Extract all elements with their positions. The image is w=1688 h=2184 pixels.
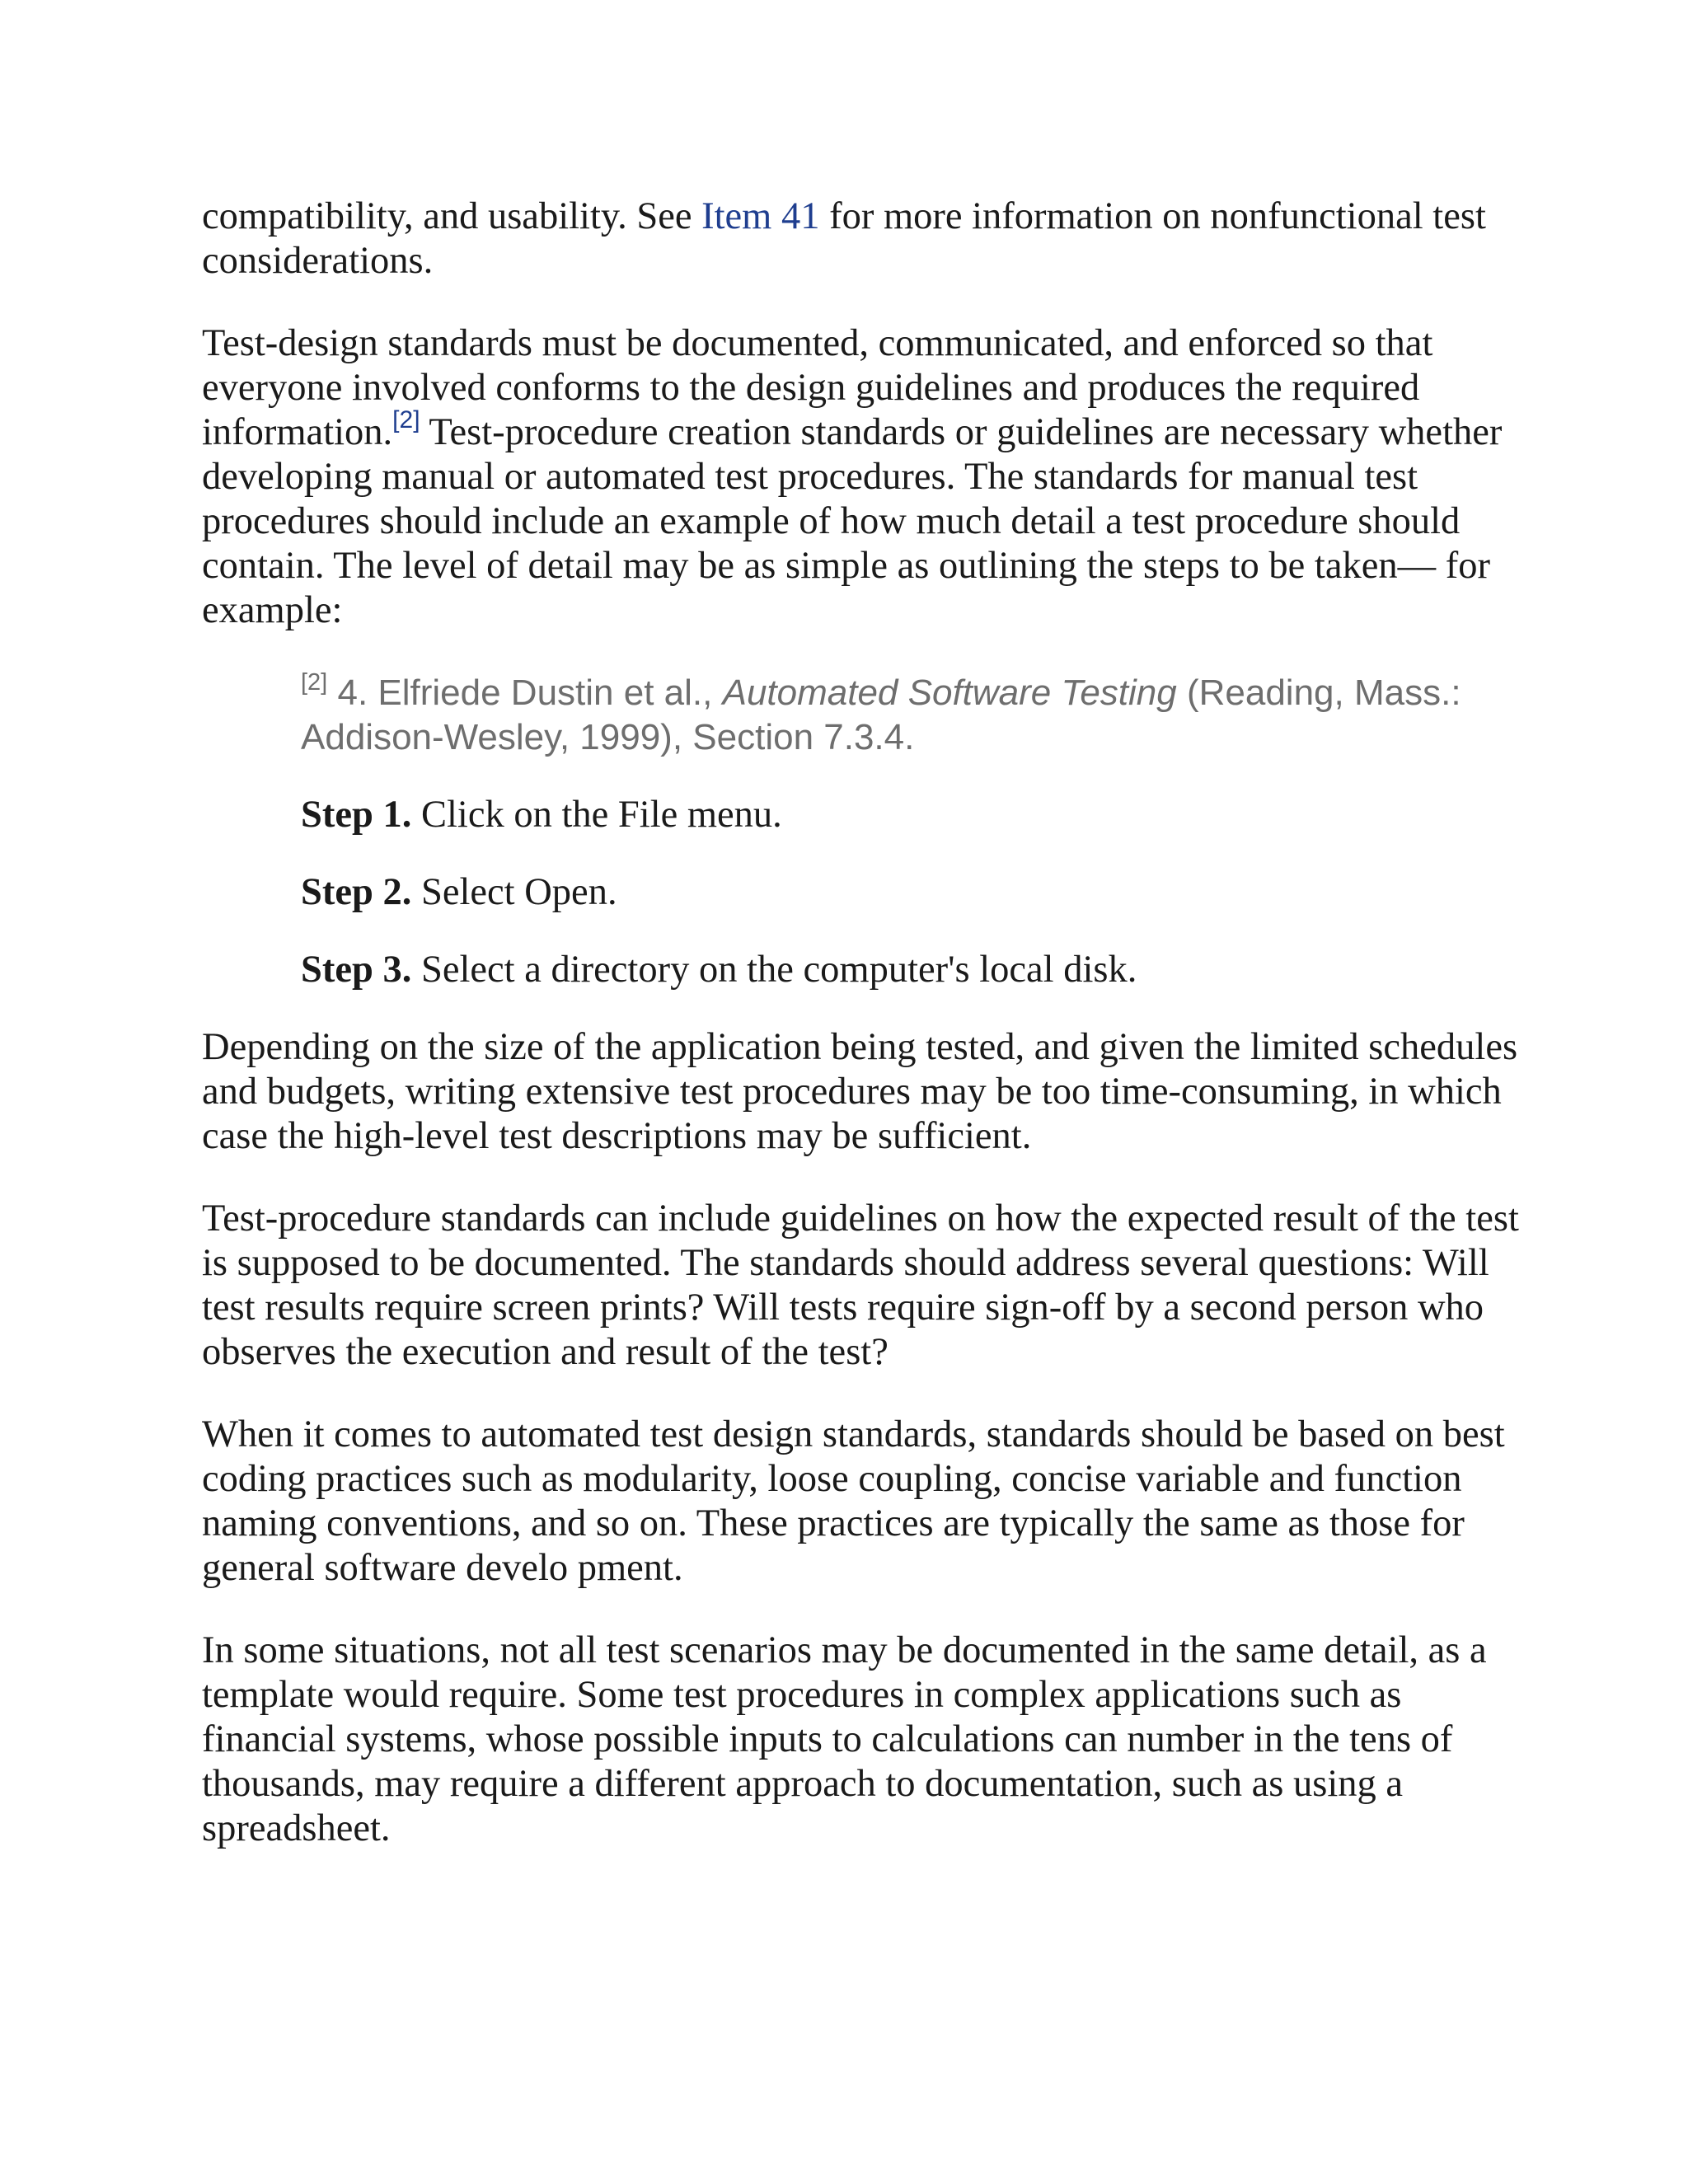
footnote-marker: [2]	[301, 669, 328, 696]
step-item	[301, 793, 1521, 837]
step-label: Step 3.	[301, 949, 412, 991]
footnote-ref-link[interactable]: [2]	[392, 405, 420, 434]
step-text: Click on the File menu.	[411, 794, 782, 836]
paragraph-test-design-standards	[202, 321, 1521, 633]
step-text: Select a directory on the computer's local disk.	[411, 949, 1137, 991]
step-item	[301, 870, 1521, 915]
document-page	[202, 194, 1521, 1889]
footnote-book-title: Automated Software Testing	[722, 673, 1177, 713]
step-label: Step 1.	[301, 794, 412, 836]
footnote-rest: (Reading, Mass.: Addison-Wesley, 1999), Section 7.3.4.	[301, 673, 1461, 757]
paragraph-automated-standards: When it comes to automated test design standards, standards should be based on best coding practices such as modularity, loose coupling, concise variable and function naming conventions, and so on. These practices are typically the same as those for general software develo pment.	[202, 1413, 1505, 1589]
paragraph-text: for more information on nonfunctional test considerations.	[202, 195, 1486, 282]
footnote	[301, 671, 1521, 760]
paragraph-text: Test-procedure creation standards or guidelines are necessary whether developing manual or automated test procedures. The standards for manual test procedures should include an example of how much detail a test procedure should contain. The level of detail may be as simple as outlining the steps to be taken— for example:	[202, 411, 1503, 631]
paragraph-application-size: Depending on the size of the application being tested, and given the limited schedules and budgets, writing extensive test procedures may be too time-consuming, in which case the high-level test descriptions may be sufficient.	[202, 1026, 1518, 1157]
step-item	[301, 948, 1521, 992]
footnote-lead: 4. Elfriede Dustin et al.,	[327, 673, 723, 713]
step-text: Select Open.	[411, 871, 617, 913]
paragraph-text: Test-design standards must be documented, communicated, and enforced so that everyone involved conforms to the design guidelines and produces the required information.	[202, 322, 1433, 453]
paragraph-nonfunctional	[202, 194, 1521, 284]
paragraph-text: compatibility, and usability. See	[202, 195, 702, 237]
step-label: Step 2.	[301, 871, 412, 913]
paragraph-documentation-approach: In some situations, not all test scenarios may be documented in the same detail, as a template would require. Some test procedures in complex applications such as financial systems, whose possible inputs to calculations can number in the tens of thousands, may require a different approach to documentation, such as using a spreadsheet.	[202, 1629, 1487, 1849]
paragraph-expected-results: Test-procedure standards can include guidelines on how the expected result of the test is supposed to be documented. The standards should address several questions: Will test results require screen prints? Will tests require sign-off by a second person who observes the execution and result of the test?	[202, 1197, 1519, 1373]
item-41-link[interactable]: Item 41	[701, 195, 820, 237]
